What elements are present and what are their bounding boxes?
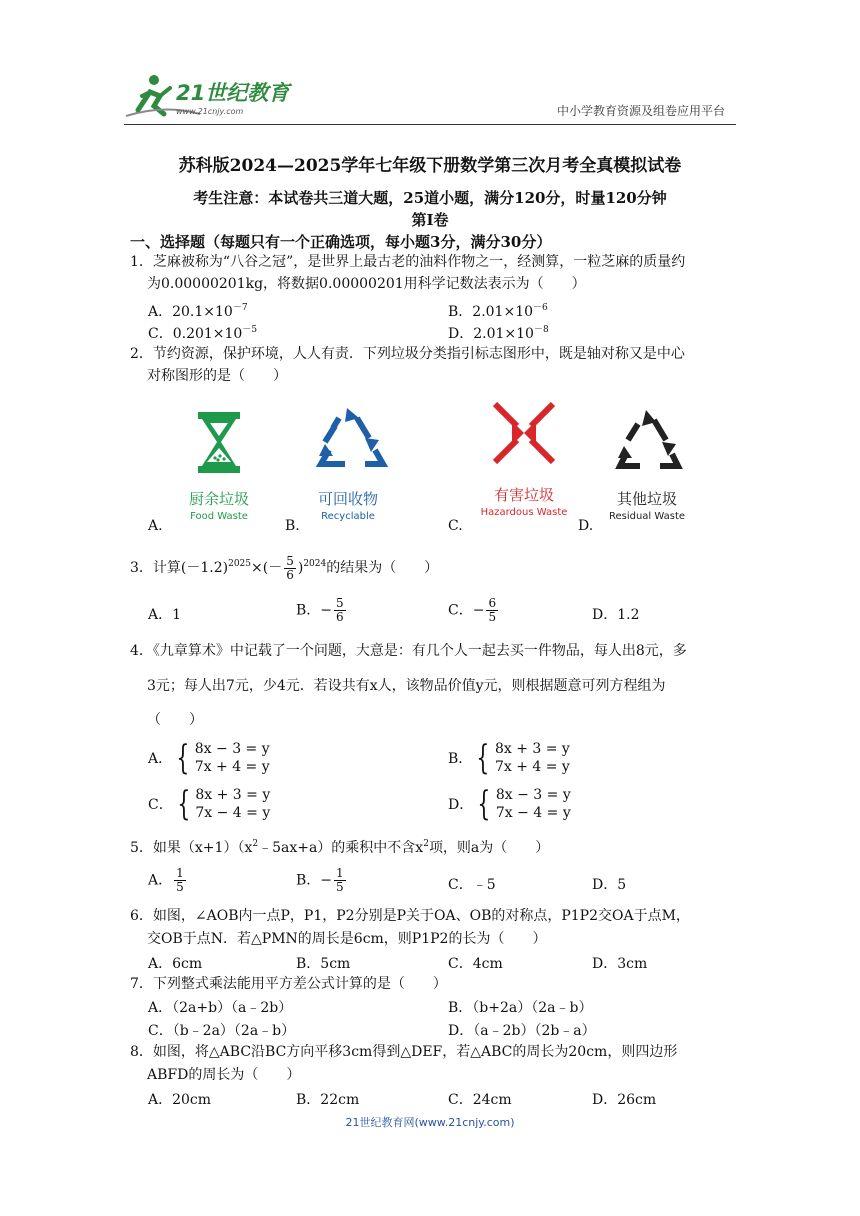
hazardous-waste-sign <box>465 394 583 526</box>
q4-option-d: D． { 8x − 3 = y 7x − 4 = y <box>448 784 571 824</box>
q8-option-c: C．24cm <box>448 1092 512 1108</box>
q1-line2: 为0.00000201kg，将数据0.00000201用科学记数法表示为（ ） <box>147 276 586 292</box>
q1-line1: 1．芝麻被称为“八谷之冠”，是世界上最古老的油料作物之一，经测算，一粒芝麻的质量约 <box>130 254 686 270</box>
hazardous-label: 有害垃圾 <box>493 486 554 504</box>
q2-option-d: D. <box>578 518 594 534</box>
recyclable-english: Recyclable <box>321 511 375 522</box>
q2-line2: 对称图形的是（ ） <box>147 368 287 384</box>
q6-option-d: D．3cm <box>592 956 648 972</box>
site-logo <box>124 70 294 120</box>
recycle-arrows-icon <box>289 398 407 486</box>
exam-notice: 考生注意：本试卷共三道大题，25道小题，满分120分，时量120分钟 <box>193 189 667 207</box>
volume-heading: 第I卷 <box>411 211 449 229</box>
q3-option-d: D．1.2 <box>592 607 640 623</box>
q8-line1: 8．如图，将△ABC沿BC方向平移3cm得到△DEF，若△ABC的周长为20cm，则四边形 <box>130 1044 678 1060</box>
q7-option-d: D．（a﹣2b）（2b﹣a） <box>448 1023 596 1039</box>
logo-subtext: www.21cnjy.com <box>176 107 244 116</box>
food-waste-sign <box>160 398 278 530</box>
hazardous-english: Hazardous Waste <box>480 507 568 518</box>
q4-option-c: C． { 8x + 3 = y 7x − 4 = y <box>148 784 271 824</box>
q7-line1: 7．下列整式乘法能用平方差公式计算的是（ ） <box>130 976 447 992</box>
q6-line1: 6．如图，∠AOB内一点P，P1，P2分别是P关于OA、OB的对称点，P1P2交OA于点M， <box>130 908 690 924</box>
residual-waste-sign <box>588 398 706 530</box>
footer-source[interactable]: 21世纪教育网(www.21cnjy.com) <box>345 1116 515 1129</box>
q3-option-b: B．− $\frac{5}{6}$ <box>296 596 344 624</box>
q6-option-b: B．5cm <box>296 956 351 972</box>
q6-line2: 交OB于点N．若△PMN的周长是6cm，则P1P2的长为（ ） <box>147 931 547 947</box>
q1-option-b: B．$2.01\times 10^{-6}$ <box>448 303 548 320</box>
food-waste-label: 厨余垃圾 <box>188 490 249 508</box>
food-waste-english: Food Waste <box>190 511 248 522</box>
q6-option-c: C．4cm <box>448 956 503 972</box>
recyclable-sign <box>289 398 407 530</box>
header-platform-text: 中小学教育资源及组卷应用平台 <box>556 104 725 118</box>
q1-option-a: A．$20.1\times 10^{-7}$ <box>148 303 248 320</box>
q5-option-a: A． $\frac{1}{5}$ <box>148 866 184 894</box>
q2-line1: 2．节约资源，保护环境，人人有责．下列垃圾分类指引标志图形中，既是轴对称又是中心 <box>130 346 685 362</box>
q7-option-a: A．（2a+b）（a﹣2b） <box>148 1000 293 1016</box>
q4-option-a: A． { 8x − 3 = y 7x + 4 = y <box>148 738 270 778</box>
q4-option-b: B． { 8x + 3 = y 7x + 4 = y <box>448 738 570 778</box>
q7-option-b: B．（b+2a）（2a﹣b） <box>448 1000 593 1016</box>
q5-stem: 5．如果$(x+1)(x^2﹣5ax+a)$的乘积中不含$x^2$项，则a为（ ） <box>130 839 550 856</box>
q4-line2: 3元；每人出7元，少4元．若设共有x人，该物品价值y元，则根据题意可列方程组为 <box>147 678 666 694</box>
section-heading: 一、选择题（每题只有一个正确选项，每小题3分，满分30分） <box>130 233 552 251</box>
hourglass-icon <box>160 398 278 486</box>
recyclable-label: 可回收物 <box>317 490 378 508</box>
q7-option-c: C．（b﹣2a）（2a﹣b） <box>148 1023 296 1039</box>
hazard-cross-icon <box>465 394 583 482</box>
q8-line2: ABFD的周长为（ ） <box>147 1067 301 1083</box>
q8-option-b: B．22cm <box>296 1092 360 1108</box>
page-title: 苏科版2024—2025学年七年级下册数学第三次月考全真模拟试卷 <box>178 156 682 176</box>
logo-text: 21世纪教育 <box>176 81 290 105</box>
q2-option-a: A. <box>148 518 163 534</box>
q3-stem: 3．计算$(-1.2)^{2025}\times(-$ $\frac{5}{6}$ )$^{2024}$的结果为（ ） <box>130 553 439 582</box>
q3-option-c: C．− $\frac{6}{5}$ <box>448 596 497 624</box>
q2-option-c: C. <box>448 518 463 534</box>
header-divider <box>124 124 736 125</box>
q5-option-d: D．5 <box>592 877 627 893</box>
q1-option-c: C．$0.201\times 10^{-5}$ <box>148 325 258 342</box>
q4-line3: （ ） <box>147 712 203 728</box>
q8-option-a: A．20cm <box>148 1092 212 1108</box>
residual-label: 其他垃圾 <box>616 490 677 508</box>
q4-line1: 4．《九章算术》中记载了一个问题，大意是：有几个人一起去买一件物品，每人出8元，多 <box>130 643 687 659</box>
residual-english: Residual Waste <box>608 511 686 522</box>
q8-option-d: D．26cm <box>592 1092 657 1108</box>
q3-option-a: A．1 <box>148 607 182 623</box>
q1-option-d: D．$2.01\times 10^{-8}$ <box>448 325 549 342</box>
q5-option-c: C．﹣5 <box>448 877 496 893</box>
q5-option-b: B．− $\frac{1}{5}$ <box>296 866 344 894</box>
q2-option-b: B. <box>285 518 300 534</box>
residual-arrows-icon <box>588 398 706 486</box>
q6-option-a: A．6cm <box>148 956 203 972</box>
